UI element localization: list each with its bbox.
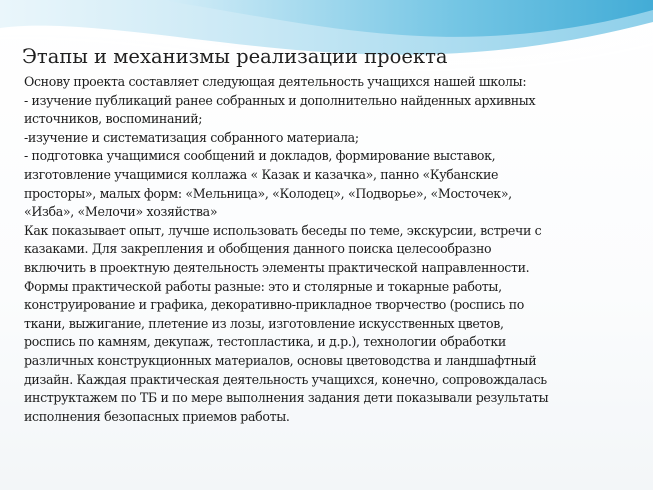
text-line: - изучение публикаций ранее собранных и дополнительно найденных архивных (24, 92, 536, 108)
text-line: исполнения безопасных приемов работы. (24, 408, 290, 424)
text-line: -изучение и систематизация собранного материала; (24, 129, 359, 145)
text-line: просторы», малых форм: «Мельница», «Колодец», «Подворье», «Мосточек», (24, 185, 512, 201)
slide-body (24, 73, 639, 426)
slide-title: Этапы и механизмы реализации проекта (22, 45, 448, 68)
text-line: включить в проектную деятельность элементы практической направленности. (24, 259, 530, 275)
text-line: дизайн. Каждая практическая деятельность учащихся, конечно, сопровождалась (24, 371, 547, 387)
text-line: ткани, выжигание, плетение из лозы, изготовление искусственных цветов, (24, 315, 504, 331)
text-line: инструктажем по ТБ и по мере выполнения задания дети показывали результаты (24, 390, 549, 406)
text-line: различных конструкционных материалов, основы цветоводства и ландшафтный (24, 352, 537, 368)
text-line: Формы практической работы разные: это и столярные и токарные работы, (24, 278, 502, 294)
text-line: - подготовка учащимися сообщений и докладов, формирование выставок, (24, 148, 496, 164)
text-line: роспись по камням, декупаж, тестопластика, и д.р.), технологии обработки (24, 334, 506, 350)
text-line: источников, воспоминаний; (24, 111, 203, 127)
text-line: Как показывает опыт, лучше использовать беседы по теме, экскурсии, встречи с (24, 222, 542, 238)
text-line: казаками. Для закрепления и обобщения данного поиска целесообразно (24, 241, 492, 257)
text-line: изготовление учащимися коллажа « Казак и казачка», панно «Кубанские (24, 166, 499, 182)
text-line: Основу проекта составляет следующая деятельность учащихся нашей школы: (24, 74, 527, 89)
text-line: «Изба», «Мелочи» хозяйства» (24, 204, 218, 220)
text-line: конструирование и графика, декоративно-прикладное творчество (роспись по (24, 297, 525, 313)
